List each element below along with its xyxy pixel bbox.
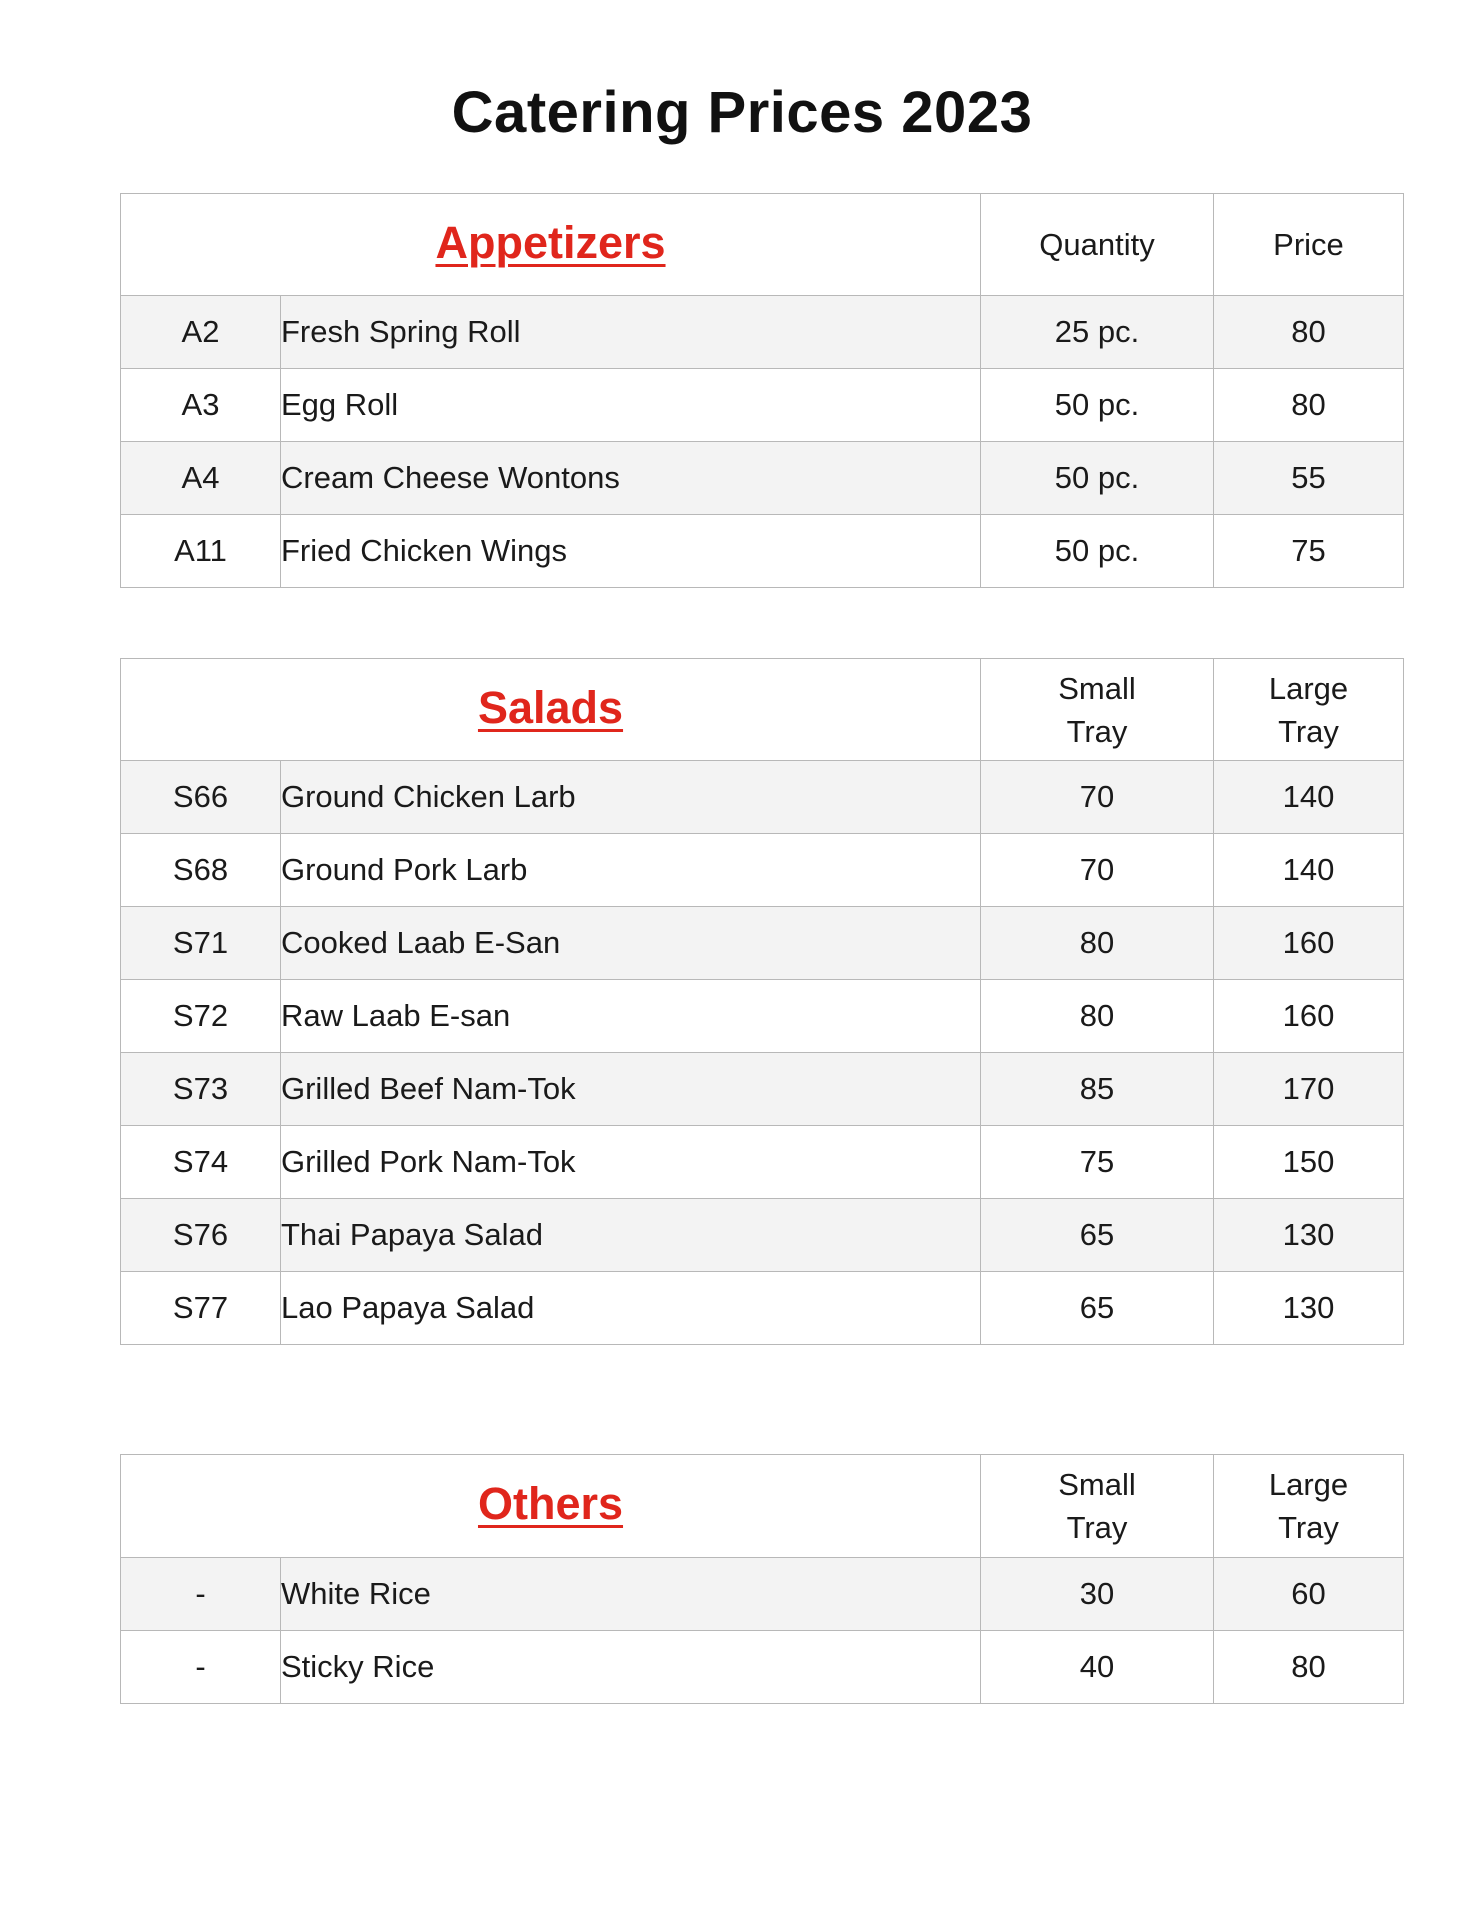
- column-header-large-tray: [1214, 1455, 1404, 1558]
- table-row: [121, 369, 1404, 442]
- page-title: Catering Prices 2023: [451, 80, 1033, 145]
- item-large-price: 60: [1214, 1558, 1404, 1631]
- salads-body: [121, 761, 1404, 1345]
- table-row: [121, 1631, 1404, 1704]
- item-code: S76: [121, 1199, 281, 1272]
- table-row: [121, 1126, 1404, 1199]
- item-code: S68: [121, 834, 281, 907]
- item-code: A2: [121, 296, 281, 369]
- column-header-price: Price: [1214, 194, 1404, 296]
- others-title-cell: [121, 1455, 981, 1558]
- column-header-large-line2: Tray: [1278, 713, 1339, 749]
- item-code: S66: [121, 761, 281, 834]
- item-large-price: 140: [1214, 761, 1404, 834]
- appetizers-body: [121, 296, 1404, 588]
- item-small-price: 65: [981, 1272, 1214, 1345]
- item-large-price: 150: [1214, 1126, 1404, 1199]
- others-body: [121, 1558, 1404, 1704]
- item-code: -: [121, 1631, 281, 1704]
- item-code: -: [121, 1558, 281, 1631]
- item-name: Raw Laab E-san: [281, 980, 981, 1053]
- item-name: Grilled Pork Nam-Tok: [281, 1126, 981, 1199]
- item-code: S72: [121, 980, 281, 1053]
- section-title-others: Others: [477, 1478, 624, 1529]
- item-quantity: 50 pc.: [981, 515, 1214, 588]
- item-price: 80: [1214, 369, 1404, 442]
- item-large-price: 130: [1214, 1272, 1404, 1345]
- item-name: Fried Chicken Wings: [281, 515, 981, 588]
- item-small-price: 65: [981, 1199, 1214, 1272]
- item-large-price: 130: [1214, 1199, 1404, 1272]
- column-header-small-tray: [981, 1455, 1214, 1558]
- column-header-large-line1: Large: [1268, 1467, 1349, 1502]
- item-large-price: 160: [1214, 980, 1404, 1053]
- column-header-large-tray: [1214, 659, 1404, 761]
- item-code: S73: [121, 1053, 281, 1126]
- appetizers-table: [120, 193, 1404, 588]
- item-code: A3: [121, 369, 281, 442]
- item-small-price: 30: [981, 1558, 1214, 1631]
- item-code: S74: [121, 1126, 281, 1199]
- item-large-price: 160: [1214, 907, 1404, 980]
- table-row: [121, 907, 1404, 980]
- appetizers-header-row: [121, 194, 1404, 296]
- table-row: [121, 980, 1404, 1053]
- item-quantity: 25 pc.: [981, 296, 1214, 369]
- item-small-price: 70: [981, 761, 1214, 834]
- item-name: Sticky Rice: [281, 1631, 981, 1704]
- item-quantity: 50 pc.: [981, 369, 1214, 442]
- item-large-price: 140: [1214, 834, 1404, 907]
- others-table: [120, 1454, 1404, 1704]
- item-code: S77: [121, 1272, 281, 1345]
- item-name: Fresh Spring Roll: [281, 296, 981, 369]
- table-row: [121, 834, 1404, 907]
- salads-header-row: [121, 659, 1404, 761]
- item-small-price: 40: [981, 1631, 1214, 1704]
- table-row: [121, 296, 1404, 369]
- item-small-price: 75: [981, 1126, 1214, 1199]
- item-name: White Rice: [281, 1558, 981, 1631]
- item-small-price: 70: [981, 834, 1214, 907]
- column-header-small-line1: Small: [1058, 670, 1136, 706]
- table-row: [121, 442, 1404, 515]
- item-price: 80: [1214, 296, 1404, 369]
- table-row: [121, 1199, 1404, 1272]
- column-header-small-line2: Tray: [1066, 1510, 1128, 1545]
- item-name: Grilled Beef Nam-Tok: [281, 1053, 981, 1126]
- item-price: 55: [1214, 442, 1404, 515]
- item-name: Ground Pork Larb: [281, 834, 981, 907]
- item-small-price: 80: [981, 907, 1214, 980]
- item-large-price: 80: [1214, 1631, 1404, 1704]
- item-small-price: 85: [981, 1053, 1214, 1126]
- column-header-small-line1: Small: [1058, 1467, 1136, 1502]
- column-header-large-line1: Large: [1268, 670, 1349, 706]
- section-title-appetizers: Appetizers: [435, 216, 666, 268]
- item-code: S71: [121, 907, 281, 980]
- column-header-small-tray: [981, 659, 1214, 761]
- salads-title-cell: [121, 659, 981, 761]
- table-row: [121, 761, 1404, 834]
- item-name: Lao Papaya Salad: [281, 1272, 981, 1345]
- item-name: Ground Chicken Larb: [281, 761, 981, 834]
- item-small-price: 80: [981, 980, 1214, 1053]
- table-row: [121, 1558, 1404, 1631]
- item-large-price: 170: [1214, 1053, 1404, 1126]
- column-header-large-line2: Tray: [1278, 1510, 1339, 1545]
- column-header-small-line2: Tray: [1066, 713, 1128, 749]
- item-name: Thai Papaya Salad: [281, 1199, 981, 1272]
- appetizers-title-cell: [121, 194, 981, 296]
- item-code: A11: [121, 515, 281, 588]
- item-quantity: 50 pc.: [981, 442, 1214, 515]
- item-price: 75: [1214, 515, 1404, 588]
- section-title-salads: Salads: [477, 681, 624, 733]
- table-row: [121, 1053, 1404, 1126]
- table-row: [121, 515, 1404, 588]
- table-row: [121, 1272, 1404, 1345]
- others-header-row: [121, 1455, 1404, 1558]
- item-name: Cooked Laab E-San: [281, 907, 981, 980]
- item-code: A4: [121, 442, 281, 515]
- item-name: Cream Cheese Wontons: [281, 442, 981, 515]
- salads-table: [120, 658, 1404, 1345]
- column-header-quantity: Quantity: [981, 194, 1214, 296]
- item-name: Egg Roll: [281, 369, 981, 442]
